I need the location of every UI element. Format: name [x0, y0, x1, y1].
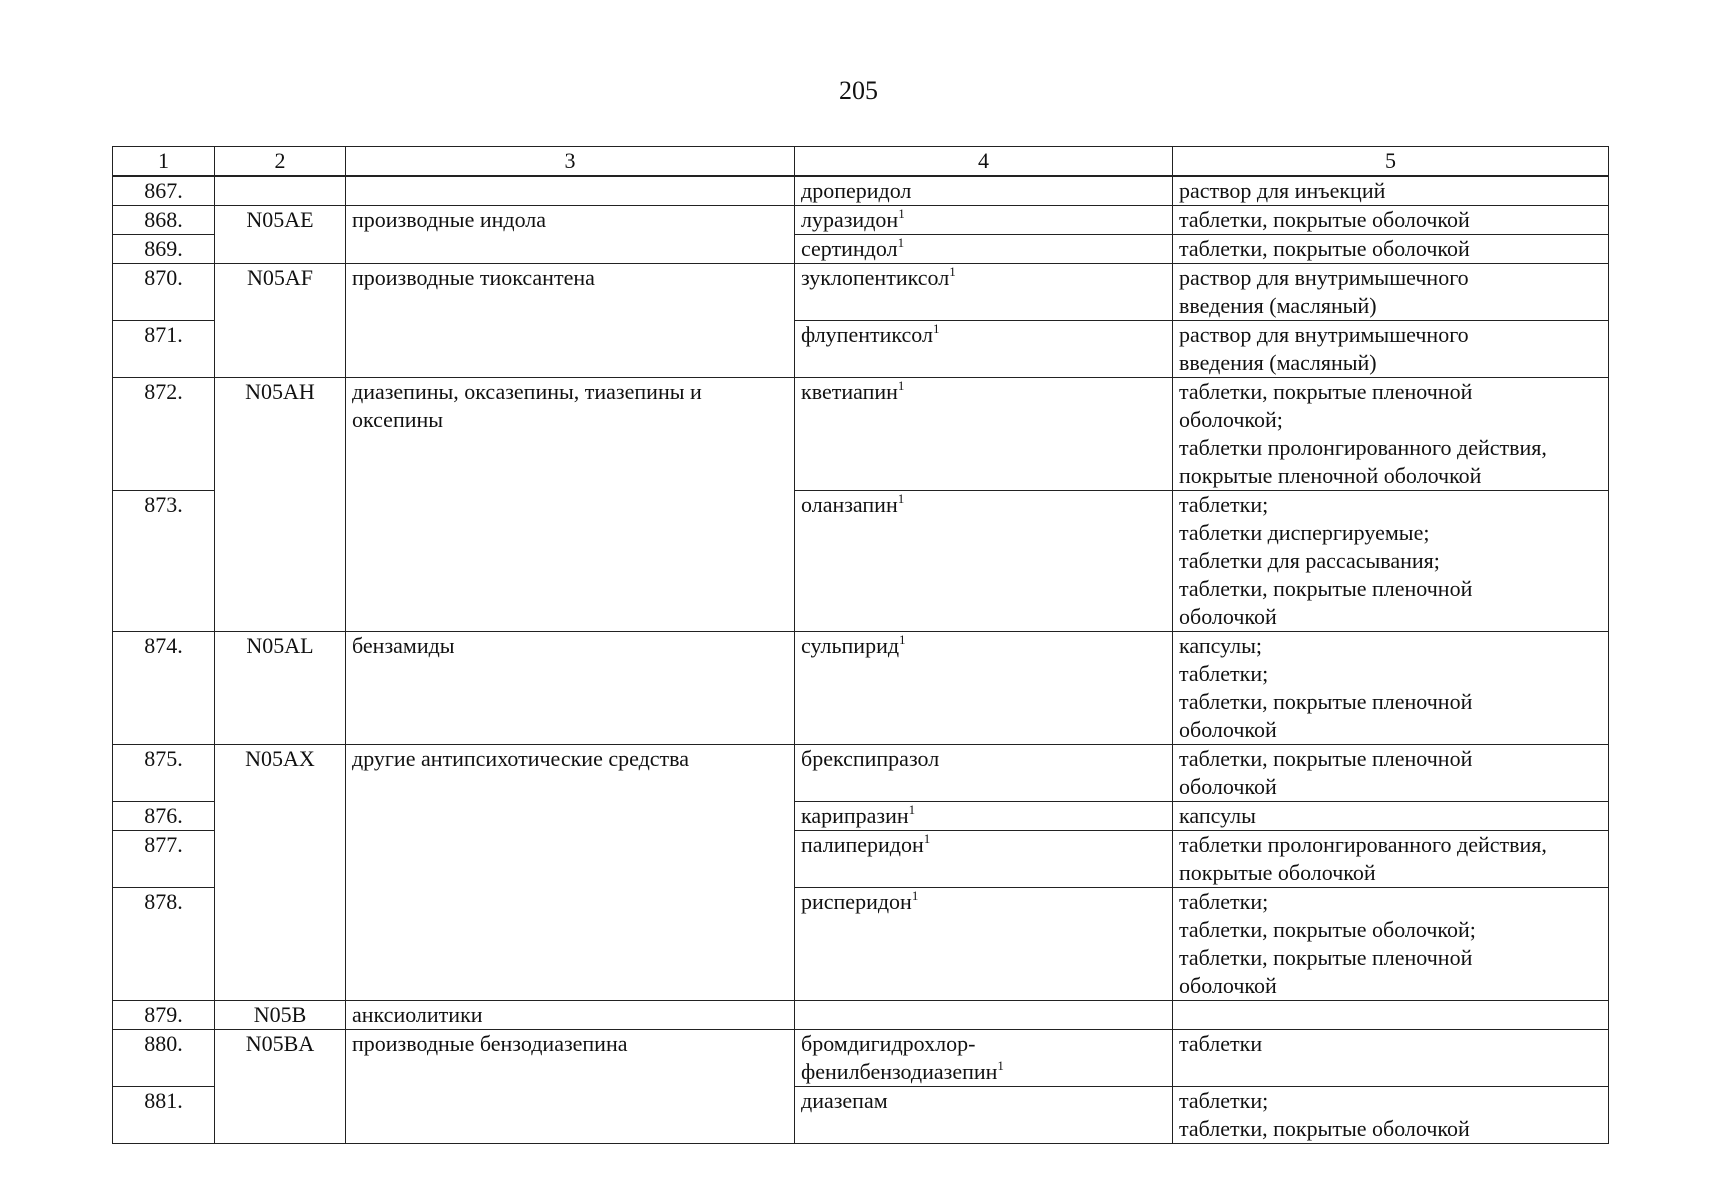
- drug-name: дроперидол: [801, 178, 912, 203]
- header-row: [113, 147, 1609, 177]
- drug-table: [112, 146, 1609, 1144]
- row-number: 869.: [113, 235, 215, 264]
- footnote-marker: 1: [897, 377, 905, 393]
- dosage-form: таблетки, покрытые пленочной оболочкой; таблетки пролонгированного действия, покрытые пленочной оболочкой: [1173, 378, 1609, 491]
- row-number: 870.: [113, 264, 215, 321]
- dosage-form: таблетки, покрытые пленочной оболочкой: [1173, 745, 1609, 802]
- dosage-form: таблетки; таблетки, покрытые оболочкой; таблетки, покрытые пленочной оболочкой: [1173, 888, 1609, 1001]
- drug-name: рисперидон: [801, 889, 912, 914]
- table-row: [113, 206, 1609, 235]
- atc-group: диазепины, оксазепины, тиазепины и оксепины: [346, 378, 795, 632]
- drug-name: карипразин: [801, 803, 909, 828]
- atc-group: бензамиды: [346, 632, 795, 745]
- atc-group: производные бензодиазепина: [346, 1030, 795, 1144]
- atc-group: производные индола: [346, 206, 795, 264]
- drug-name: диазепам: [801, 1088, 888, 1113]
- dosage-form: таблетки; таблетки диспергируемые; таблетки для рассасывания; таблетки, покрытые пленочной оболочкой: [1173, 491, 1609, 632]
- drug-cell: [795, 1030, 1173, 1087]
- atc-group: другие антипсихотические средства: [346, 745, 795, 1001]
- drug-cell: [795, 206, 1173, 235]
- dosage-form: таблетки, покрытые оболочкой: [1173, 235, 1609, 264]
- row-number: 867.: [113, 176, 215, 206]
- drug-cell: [795, 378, 1173, 491]
- dosage-form: раствор для внутримышечного введения (масляный): [1173, 321, 1609, 378]
- atc-code: N05BA: [215, 1030, 346, 1144]
- column-header: 4: [795, 147, 1173, 177]
- drug-name: зуклопентиксол: [801, 265, 950, 290]
- footnote-marker: 1: [898, 205, 905, 221]
- footnote-marker: 1: [897, 234, 905, 250]
- dosage-form: таблетки: [1173, 1030, 1609, 1087]
- dosage-form: таблетки, покрытые оболочкой: [1173, 206, 1609, 235]
- footnote-marker: 1: [899, 631, 906, 647]
- drug-cell: [795, 632, 1173, 745]
- drug-name: луразидон: [801, 207, 899, 232]
- row-number: 872.: [113, 378, 215, 491]
- row-number: 873.: [113, 491, 215, 632]
- drug-cell: [795, 888, 1173, 1001]
- drug-cell: [795, 802, 1173, 831]
- drug-name: брекспипразол: [801, 746, 940, 771]
- column-header: 2: [215, 147, 346, 177]
- row-number: 876.: [113, 802, 215, 831]
- atc-code: N05AH: [215, 378, 346, 632]
- drug-cell: [795, 264, 1173, 321]
- table-row: [113, 745, 1609, 802]
- row-number: 879.: [113, 1001, 215, 1030]
- footnote-marker: 1: [923, 830, 931, 846]
- dosage-form: раствор для инъекций: [1173, 176, 1609, 206]
- row-number: 871.: [113, 321, 215, 378]
- atc-group: производные тиоксантена: [346, 264, 795, 378]
- drug-name: кветиапин: [801, 379, 898, 404]
- atc-code: N05AL: [215, 632, 346, 745]
- table-row: [113, 264, 1609, 321]
- drug-name: бромдигидрохлор- фенилбензодиазепин: [801, 1031, 998, 1084]
- table-row: [113, 176, 1609, 206]
- drug-name: сульпирид: [801, 633, 900, 658]
- drug-cell: [795, 235, 1173, 264]
- dosage-form: таблетки пролонгированного действия, покрытые оболочкой: [1173, 831, 1609, 888]
- footnote-marker: 1: [932, 320, 940, 336]
- drug-cell: [795, 176, 1173, 206]
- row-number: 881.: [113, 1087, 215, 1144]
- dosage-form: [1173, 1001, 1609, 1030]
- table-row: [113, 1001, 1609, 1030]
- footnote-marker: 1: [997, 1057, 1004, 1073]
- footnote-marker: 1: [908, 801, 916, 817]
- row-number: 868.: [113, 206, 215, 235]
- atc-group: [346, 176, 795, 206]
- drug-name: палиперидон: [801, 832, 924, 857]
- drug-cell: [795, 491, 1173, 632]
- row-number: 877.: [113, 831, 215, 888]
- atc-code: [215, 176, 346, 206]
- atc-code: N05AF: [215, 264, 346, 378]
- footnote-marker: 1: [949, 263, 956, 279]
- dosage-form: раствор для внутримышечного введения (масляный): [1173, 264, 1609, 321]
- table-row: [113, 1030, 1609, 1087]
- drug-cell: [795, 745, 1173, 802]
- atc-code: N05B: [215, 1001, 346, 1030]
- atc-code: N05AX: [215, 745, 346, 1001]
- row-number: 875.: [113, 745, 215, 802]
- row-number: 878.: [113, 888, 215, 1001]
- dosage-form: капсулы: [1173, 802, 1609, 831]
- drug-name: оланзапин: [801, 492, 898, 517]
- table-row: [113, 378, 1609, 491]
- footnote-marker: 1: [911, 887, 919, 903]
- table-row: [113, 632, 1609, 745]
- column-header: 3: [346, 147, 795, 177]
- column-header: 1: [113, 147, 215, 177]
- atc-group: анксиолитики: [346, 1001, 795, 1030]
- row-number: 880.: [113, 1030, 215, 1087]
- atc-code: N05AE: [215, 206, 346, 264]
- drug-cell: [795, 1087, 1173, 1144]
- drug-name: флупентиксол: [801, 322, 933, 347]
- column-header: 5: [1173, 147, 1609, 177]
- drug-name: сертиндол: [801, 236, 898, 261]
- row-number: 874.: [113, 632, 215, 745]
- footnote-marker: 1: [897, 490, 905, 506]
- dosage-form: капсулы; таблетки; таблетки, покрытые пленочной оболочкой: [1173, 632, 1609, 745]
- drug-cell: [795, 831, 1173, 888]
- dosage-form: таблетки; таблетки, покрытые оболочкой: [1173, 1087, 1609, 1144]
- page-number: 205: [839, 76, 878, 105]
- drug-cell: [795, 321, 1173, 378]
- drug-cell: [795, 1001, 1173, 1030]
